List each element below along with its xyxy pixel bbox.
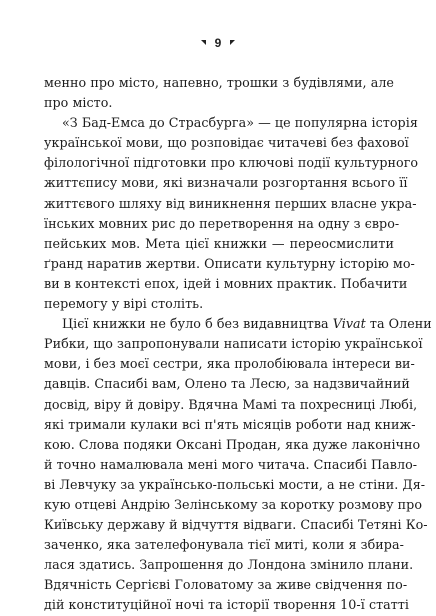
- triangle-down-right-icon: [230, 40, 235, 45]
- paragraph: [44, 73, 394, 113]
- paragraph: [44, 113, 419, 314]
- text-line: ґранд наратив жертви. Описати культурну історію мо-: [44, 255, 415, 271]
- text-line: Вдячність Сергієві Головатому за живе свідчення по-: [44, 577, 408, 593]
- text-line: [44, 314, 432, 334]
- triangle-down-left-icon: [201, 40, 206, 45]
- body-text: [44, 73, 432, 616]
- text-line: їнських мовних рис до перетворення на одну з євро-: [44, 215, 400, 231]
- text-segment: та Олени: [365, 316, 432, 332]
- text-segment: Цієї книжки не було б без видавництва: [62, 316, 333, 332]
- text-line: менно про місто, напевно, трошки з будівлями, але: [44, 75, 394, 90]
- text-line: кую отцеві Андрію Зелінському за коротку розмову про: [44, 496, 423, 512]
- page-header: [0, 36, 436, 50]
- text-line: й точно намалювала мені мого читача. Спасибі Павло-: [44, 456, 418, 472]
- text-line: які тримали кулаки всі п'ять місяців роботи над книж-: [44, 416, 416, 432]
- text-line: перемогу у вірі століть.: [44, 296, 204, 312]
- text-line: життєпису мови, які визначали розгортання всього її: [44, 175, 408, 191]
- text-line: пейських мов. Мета цієї книжки — переосмислити: [44, 235, 394, 251]
- text-line: української мови, що розповідає читачеві без фахової: [44, 135, 409, 151]
- text-line: дій конституційної ночі та історії творення 10-ї статті: [44, 597, 410, 613]
- text-line: філологічної підготовки про ключові події культурного: [44, 155, 419, 171]
- text-line: заченко, яка зателефонувала тієї миті, коли я збира-: [44, 537, 404, 553]
- text-line: кою. Слова подяки Оксані Продан, яка дуже лаконічно: [44, 436, 421, 452]
- text-line: Київську державу й відчуття відваги. Спасибі Тетяні Ко-: [44, 517, 428, 533]
- text-line: ви в контексті епох, ідей і мовних практик. Побачити: [44, 275, 408, 291]
- text-line: про місто.: [44, 95, 113, 111]
- page-number: 9: [214, 36, 222, 50]
- text-line: мови, і без моєї сестри, яка пролобіювала інтереси ви-: [44, 356, 415, 372]
- text-line: давців. Спасибі вам, Олено та Лесю, за надзвичайний: [44, 376, 410, 392]
- text-line: досвід, віру й довіру. Вдячна Мамі та похресниці Любі,: [44, 396, 418, 412]
- text-line: життєвого шляху від виникнення перших власне укра-: [44, 195, 417, 211]
- text-line: «З Бад-Емса до Страсбурга» — це популярна історія: [62, 115, 418, 131]
- paragraph: [44, 314, 432, 615]
- publisher-name: Vivat: [332, 316, 366, 332]
- text-line: Рибки, що запропонували написати історію української: [44, 336, 423, 352]
- text-line: ві Левчуку за українсько-польські мости, а не стіни. Дя-: [44, 476, 426, 492]
- text-line: лася здатись. Запрошення до Лондона змінило плани.: [44, 557, 414, 573]
